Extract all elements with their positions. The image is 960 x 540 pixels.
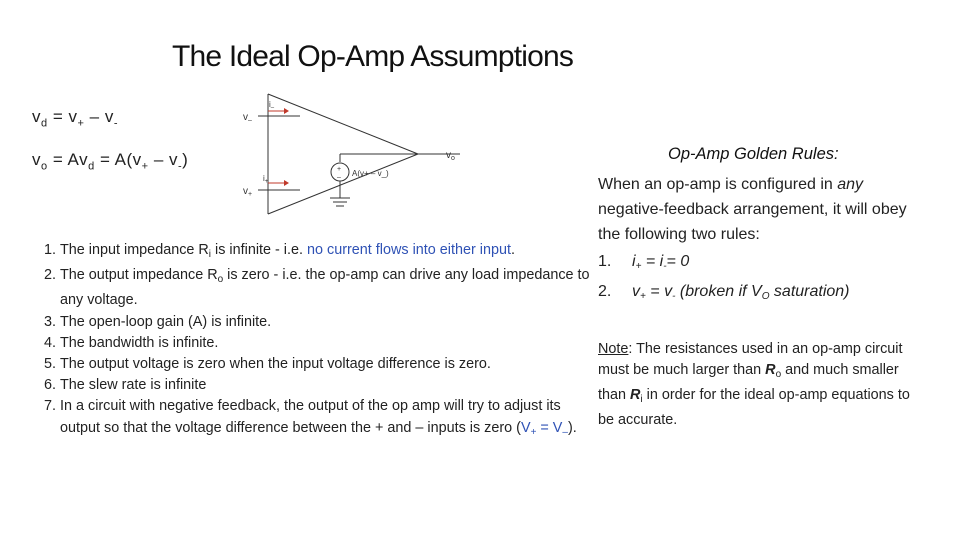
list-item: 7. In a circuit with negative feedback, the output of the op amp will try to adjust its output so that the voltage difference between the + and – inputs is zero $(V_+ = V_-)$. xyxy=(60,396,600,442)
svg-text:v–: $v_-$ xyxy=(243,112,252,124)
equation-vd: $v_d = v_+ - v_-$ xyxy=(32,107,119,130)
list-item: 1. The input impedance $R_i$ is infinite - i.e. no current flows into either input. xyxy=(60,240,600,265)
svg-text:i–: $i_-$ xyxy=(269,100,275,111)
golden-rule-2: 2. $v_+ = v_-$ (broken if $V_O$ saturation) xyxy=(598,283,850,302)
svg-text:vo: $v_o$ xyxy=(446,150,455,162)
v-plus-label: v xyxy=(243,186,248,197)
list-item: 5. The output voltage is zero when the input voltage difference is zero. xyxy=(60,354,600,375)
assumptions-list xyxy=(30,240,600,443)
golden-rules-intro: When an op-amp is configured in any negative-feedback arrangement, it will obey the following two rules: xyxy=(598,176,907,243)
src-minus: – xyxy=(337,174,341,181)
resistance-note: Note: The resistances used in an op-amp circuit must be much larger than $R_o$ and much smaller than $R_i$ in order for the ideal op-amp equations to be accurate. xyxy=(598,341,910,428)
source-gain-label: A(v+ – v_) xyxy=(352,169,389,178)
opamp-model-diagram xyxy=(240,92,470,216)
golden-rule-1: 1. $i_+ = i_-= 0$ xyxy=(598,253,690,272)
slide-title: The Ideal Op-Amp Assumptions xyxy=(172,40,574,73)
list-item: 2. The output impedance $R_o$ is zero - i.e. the op-amp can drive any load impedance to any voltage. xyxy=(60,265,600,311)
golden-rules-title: Op-Amp Golden Rules: xyxy=(668,145,839,163)
note-label: Note xyxy=(598,341,629,357)
list-item: 6. The slew rate is infinite xyxy=(60,375,600,396)
src-plus: + xyxy=(337,166,342,173)
svg-text:v+: $v_+$ xyxy=(243,186,253,198)
list-item: 3. The open-loop gain (A) is infinite. xyxy=(60,312,600,333)
list-item: 4. The bandwidth is infinite. xyxy=(60,333,600,354)
v-minus-label: v xyxy=(243,112,248,123)
i-plus-label: i xyxy=(263,174,265,183)
vo-label: v xyxy=(446,150,451,161)
svg-text:i+: $i_+$ xyxy=(263,174,269,185)
equation-vo: $v_o = Av_d = A(v_+ - v_-)$ xyxy=(32,150,189,173)
i-minus-label: i xyxy=(269,100,271,109)
